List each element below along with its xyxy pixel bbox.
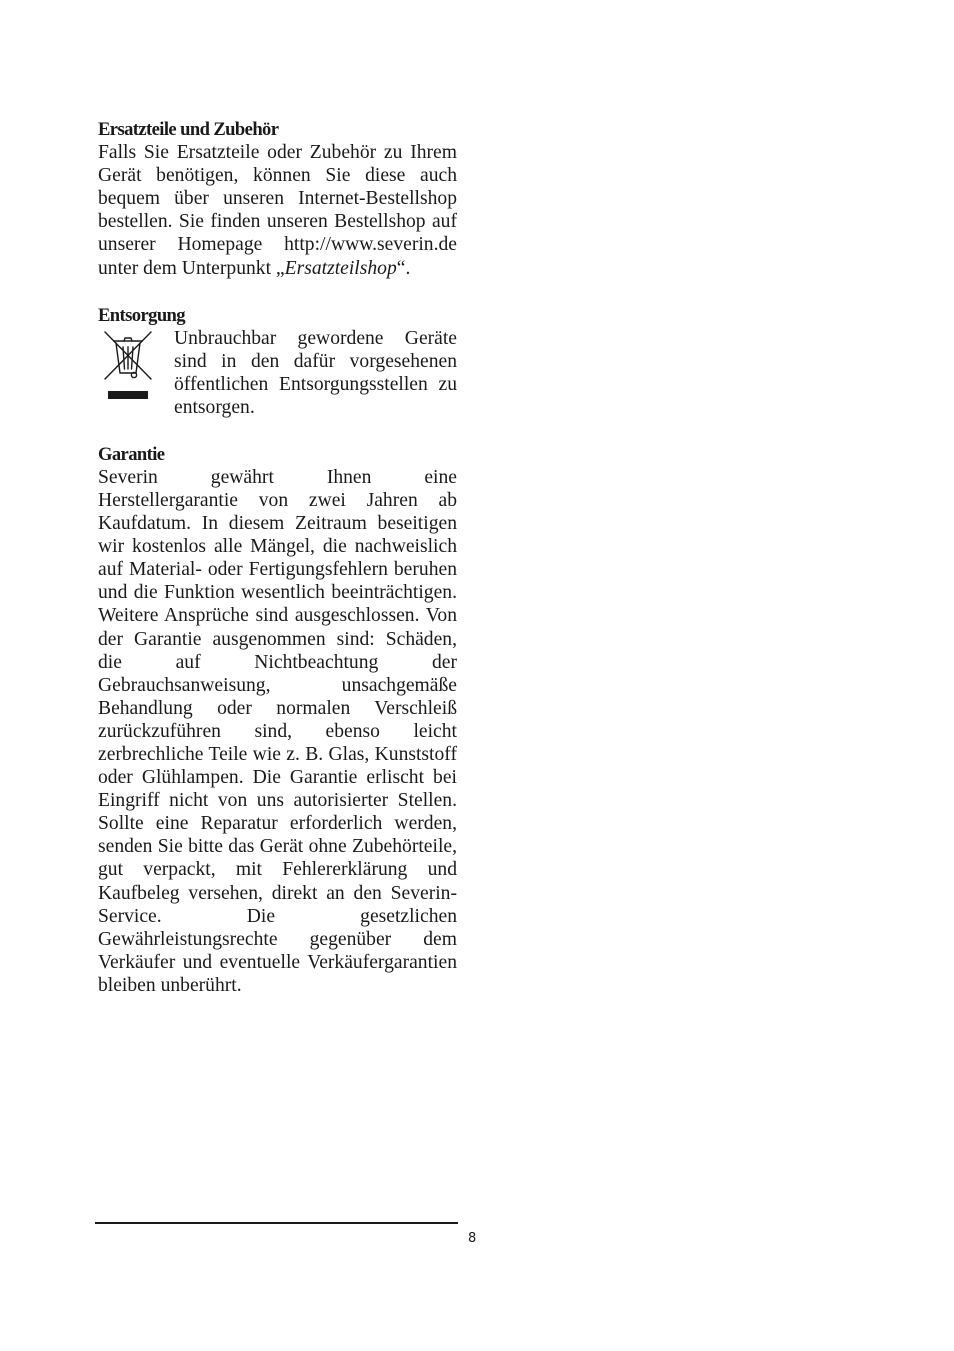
warranty-heading: Garantie — [98, 443, 165, 465]
spare-parts-heading: Ersatzteile und Zubehör — [98, 119, 279, 140]
warranty-section — [98, 443, 457, 997]
crossed-out-wheelie-bin-icon — [102, 329, 154, 401]
disposal-block — [98, 327, 457, 443]
spare-parts-paragraph — [98, 141, 457, 280]
spare-parts-shop-term: Ersatzteilshop — [284, 257, 397, 279]
spare-parts-section — [98, 118, 457, 280]
footer-rule — [95, 1222, 458, 1224]
text-column — [98, 118, 457, 997]
disposal-heading: Entsorgung — [98, 304, 185, 326]
disposal-section — [98, 304, 457, 443]
page-number: 8 — [468, 1231, 477, 1246]
spare-parts-text-end: “. — [396, 257, 411, 279]
disposal-paragraph: Unbrauchbar gewordene Geräte sind in den dafür vorgesehenen öffentlichen Entsorgungsstellen zu entsorgen. — [174, 327, 457, 419]
spare-parts-text: Falls Sie Ersatzteile oder Zubehör zu Ihrem Gerät benötigen, können Sie diese auch bequem über unseren Internet-Bestellshop bestellen. Sie finden unseren Bestellshop auf unserer Homepage http://www.severin.de unter dem Unterpunkt „ — [98, 142, 457, 279]
warranty-paragraph: Severin gewährt Ihnen eine Herstellergarantie von zwei Jahren ab Kaufdatum. In diesem Zeitraum beseitigen wir kostenlos alle Mängel, die nachweislich auf Material- oder Fertigungsfehlern beruhen und die Funktion wesentlich beeinträchtigen. Weitere Ansprüche sind ausgeschlossen. Von der Garantie ausgenommen sind: Schäden, die auf Nichtbeachtung der Gebrauchsanweisung, unsachgemäße Behandlung oder normalen Verschleiß zurückzuführen sind, ebenso leicht zerbrechliche Teile wie z. B. Glas, Kunststoff oder Glühlampen. Die Garantie erlischt bei Eingriff nicht von uns autorisierter Stellen. Sollte eine Reparatur erforderlich werden, senden Sie bitte das Gerät ohne Zubehörteile, gut verpackt, mit Fehlererklärung und Kaufbeleg versehen, direkt an den Severin-Service. Die gesetzlichen Gewährleistungsrechte gegenüber dem Verkäufer und eventuelle Verkäufergarantien bleiben unberührt. — [98, 466, 457, 996]
